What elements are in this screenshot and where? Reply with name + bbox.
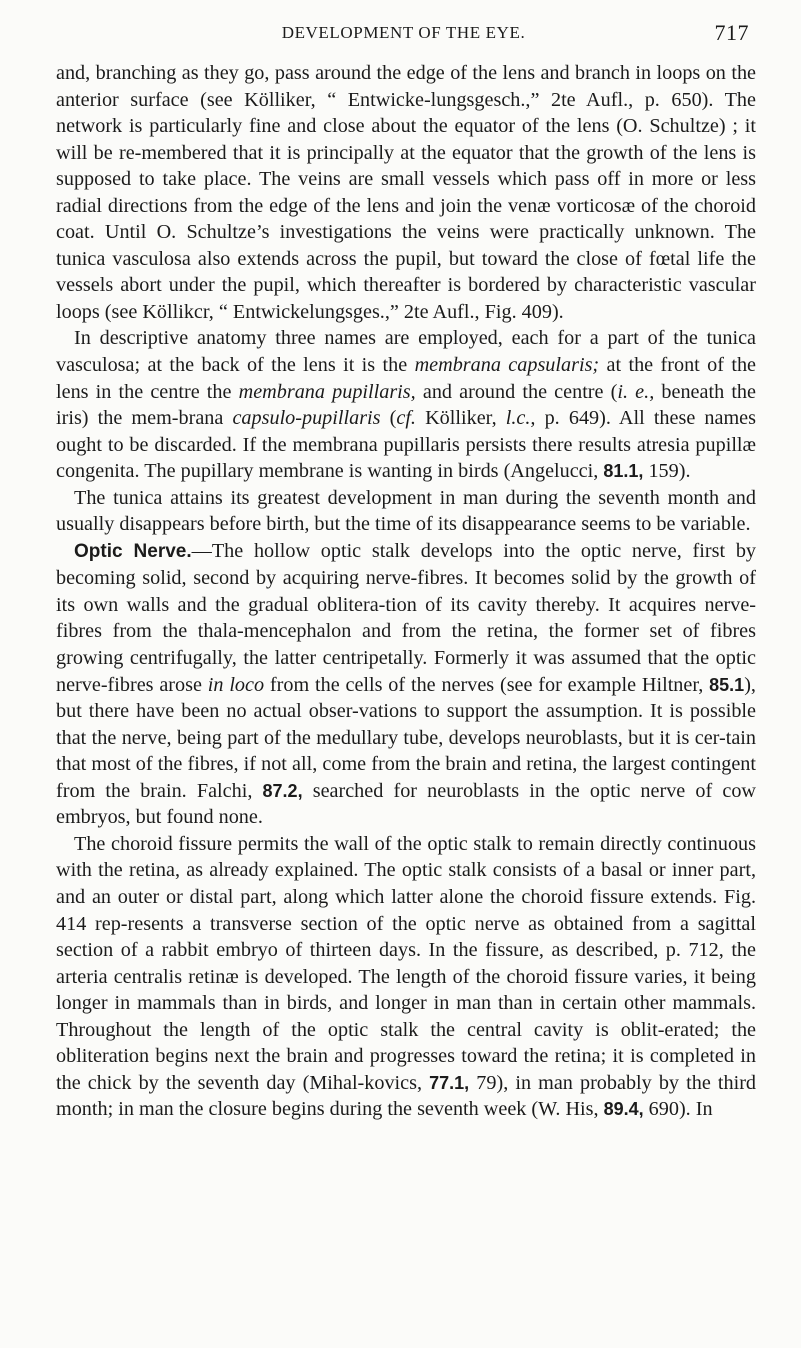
paragraph-choroid-fissure [56,831,756,1123]
text-run: 690). In [643,1098,713,1121]
text-run: searched for neuroblasts in the optic nerve of cow embryos, but found none. [56,779,757,829]
text-run: The choroid fissure permits the wall of the optic stalk to remain directly continuous with the retina, as already explained. The optic stalk consists of a basal or inner part, and an outer or distal part, along which latter alone the choroid fissure extends. Fig. 414 rep-resents a transverse section of the optic nerve as obtained from a sagittal section of a rabbit embryo of thirteen days. In the fissure, as described, p. 712, the arteria centralis retinæ is developed. The length of the choroid fissure varies, it being longer in mammals than in birds, and longer in man than in certain other mammals. Throughout the length of the optic stalk the central cavity is oblit-erated; the obliteration begins next the brain and progresses toward the retina; it is completed in the chick by the seventh day (Mihal-kovics, [56,832,756,1094]
text-run: ), but there have been no actual obser-vations to support the assumption. It is possible that the nerve, being part of the medullary tube, develops neuroblasts, but it is cer-tain that most of the fibres, if not all, come from the brain and retina, the largest contingent from the brain. Falchi, [56,673,756,802]
text-run: In descriptive anatomy three names are employed, each for a part of the tunica vasculosa; at the back of the lens it is the [56,327,756,377]
section-heading: Optic Nerve. [74,540,192,562]
italic-term: l.c., [505,407,536,430]
running-head [56,20,751,46]
paragraph-optic-nerve [56,538,756,831]
paragraph-tunica-vessels: and, branching as they go, pass around the edge of the lens and branch in loops on the anterior surface (see Kölliker, “ Entwicke-lungsgesch.,” 2te Aufl., p. 650). The network is particularly fine and close about the equator of the lens (O. Schultze) ; it will be re-membered that it is principally at the equator that the growth of the lens is supposed to take place. The veins are small vessels which pass off in more or less radial directions from the edge of the lens and join the venæ vorticosæ of the choroid coat. Until O. Schultze’s investigations the veins were practically unknown. The tunica vasculosa also extends across the pupil, but toward the close of fœtal life the vessels abort under the pupil, which thereafter is bordered by characteristic vascular loops (see Köllikcr, “ Entwickelungsges.,” 2te Aufl., Fig. 409). [56,62,756,323]
page-number: 717 [714,20,749,45]
italic-term: cf. [396,407,416,430]
italic-term: membrana capsularis; [414,354,600,377]
citation-number: 85.1 [709,674,745,695]
text-run: ( [380,407,397,430]
italic-term: in loco [207,673,265,696]
paragraph-descriptive-anatomy [56,325,756,484]
citation-number: 81.1, [603,461,644,482]
citation-number: 77.1, [429,1072,470,1093]
italic-term: i. e., [617,380,655,403]
text-run: 79), in man probably by the third month; in man the closure begins during the seventh week (W. His, [56,1071,757,1121]
text-run: Kölliker, [415,407,506,430]
text-run: 159). [643,460,691,483]
text-run: beneath the iris) the mem-brana [56,380,756,430]
text-run: and around the centre ( [415,380,618,403]
text-run: at the front of the lens in the centre the [56,354,757,403]
body-text [56,60,756,1123]
text-run: from the cells of the nerves (see for example Hiltner, [264,673,710,696]
citation-number: 89.4, [603,1099,644,1120]
paragraph-tunica-development: The tunica attains its greatest development in man during the seventh month and usually disappears before birth, but the time of its disappearance seems to be variable. [56,486,756,536]
text-run: —The hollow optic stalk develops into the optic nerve, first by becoming solid, second by acquiring nerve-fibres. It becomes solid by the growth of its own walls and the gradual oblitera-tion of its cavity thereby. It acquires nerve-fibres from the thala-mencephalon and from the retina, the former set of fibres growing centrifugally, the latter centripetally. Formerly it was assumed that the optic nerve-fibres arose [56,539,757,696]
text-run: p. 649). All these names ought to be discarded. If the membrana pupillaris persists there results atresia pupillæ congenita. The pupillary membrane is wanting in birds (Angelucci, [56,407,756,483]
italic-term: membrana pupillaris, [238,380,416,403]
running-title: DEVELOPMENT OF THE EYE. [281,23,526,42]
italic-term: capsulo-pupillaris [232,407,381,430]
citation-number: 87.2, [262,780,303,801]
